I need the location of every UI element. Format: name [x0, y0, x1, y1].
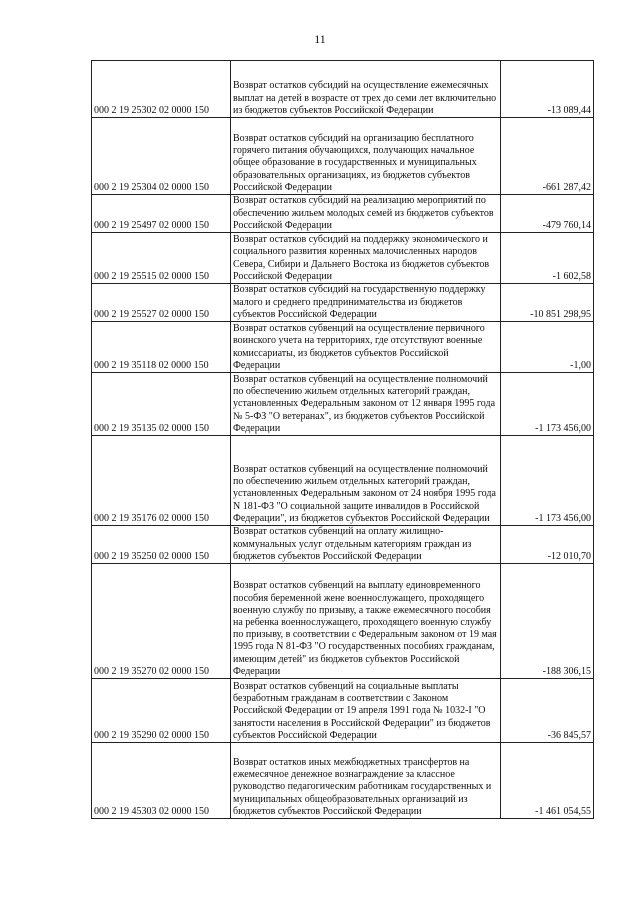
budget-code: 000 2 19 35290 02 0000 150 [92, 679, 231, 743]
budget-table [91, 60, 594, 819]
table-row [92, 436, 594, 526]
table-row [92, 284, 594, 322]
row-description [231, 526, 501, 564]
budget-code: 000 2 19 35250 02 0000 150 [92, 526, 231, 564]
budget-code: 000 2 19 25497 02 0000 150 [92, 195, 231, 233]
description-text: Возврат остатков субвенций на осуществление полномочий по обеспечению жильем отдельных категорий граждан, установленных Федеральным законом от 24 ноября 1995 года N 181-ФЗ "О социальной защите инвалидов в Российской Федерации", из бюджетов субъектов Российской Федерации [233, 463, 496, 524]
row-description [231, 118, 501, 195]
page-number: 11 [314, 32, 326, 46]
table-row [92, 195, 594, 233]
row-description [231, 233, 501, 284]
row-description [231, 743, 501, 819]
table-row [92, 679, 594, 743]
table-row [92, 526, 594, 564]
description-text: Возврат остатков субвенций на выплату единовременного пособия беременной жене военнослужащего, проходящего военную службу по призыву, а также ежемесячного пособия на ребенка военнослужащего, проходящего военную службу по призыву, в соответствии с Федеральным законом от 19 мая 1995 года N 81-ФЗ "О государственных пособиях гражданам, имеющим детей" из бюджетов субъектов Российской Федерации [233, 580, 497, 677]
amount-value: -1 602,58 [501, 233, 594, 284]
budget-code: 000 2 19 35135 02 0000 150 [92, 373, 231, 436]
description-text: Возврат остатков субвенций на осуществление полномочий по обеспечению жильем отдельных категорий граждан, установленных Федеральным законом от 12 января 1995 года № 5-ФЗ "О ветеранах", из бюджетов субъектов Российской Федерации [233, 373, 496, 434]
table-row [92, 233, 594, 284]
description-text: Возврат остатков субвенций на осуществление первичного воинского учета на территориях, где отсутствуют военные комиссариаты, из бюджетов субъектов Российской Федерации [233, 323, 485, 371]
amount-value: -36 845,57 [501, 679, 594, 743]
amount-value: -10 851 298,95 [501, 284, 594, 322]
budget-code: 000 2 19 35118 02 0000 150 [92, 322, 231, 373]
budget-code: 000 2 19 25515 02 0000 150 [92, 233, 231, 284]
description-text: Возврат остатков субсидий на осуществление ежемесячных выплат на детей в возрасте от трех до семи лет включительно из бюджетов субъектов Российской Федерации [233, 80, 497, 116]
description-text: Возврат остатков субсидий на поддержку экономического и социального развития коренных малочисленных народов Севера, Сибири и Дальнего Востока из бюджетов субъектов Российской Федерации [233, 234, 490, 282]
budget-code: 000 2 19 35270 02 0000 150 [92, 564, 231, 679]
row-description [231, 284, 501, 322]
table-row [92, 743, 594, 819]
amount-value: -1 173 456,00 [501, 373, 594, 436]
row-description [231, 322, 501, 373]
table-row [92, 322, 594, 373]
table-row [92, 564, 594, 679]
amount-value: -12 010,70 [501, 526, 594, 564]
budget-table-body [92, 61, 594, 819]
table-row [92, 373, 594, 436]
table-row [92, 118, 594, 195]
amount-value: -661 287,42 [501, 118, 594, 195]
budget-code: 000 2 19 25304 02 0000 150 [92, 118, 231, 195]
row-description [231, 436, 501, 526]
budget-code: 000 2 19 45303 02 0000 150 [92, 743, 231, 819]
description-text: Возврат остатков иных межбюджетных трансфертов на ежемесячное денежное вознаграждение за классное руководство педагогическим работникам государственных и муниципальных общеобразовательных организаций из бюджетов субъектов Российской Федерации [233, 756, 492, 817]
row-description [231, 564, 501, 679]
description-text: Возврат остатков субсидий на государственную поддержку малого и среднего предпринимательства из бюджетов субъектов Российской Федерации [233, 284, 486, 320]
row-description [231, 373, 501, 436]
description-text: Возврат остатков субсидий на реализацию мероприятий по обеспечению жильем молодых семей из бюджетов субъектов Российской Федерации [233, 195, 494, 231]
description-text: Возврат остатков субвенций на оплату жилищно-коммунальных услуг отдельным категориям граждан из бюджетов субъектов Российской Федерации [233, 526, 472, 562]
amount-value: -188 306,15 [501, 564, 594, 679]
budget-code: 000 2 19 25527 02 0000 150 [92, 284, 231, 322]
amount-value: -479 760,14 [501, 195, 594, 233]
amount-value: -13 089,44 [501, 61, 594, 118]
description-text: Возврат остатков субсидий на организацию бесплатного горячего питания обучающихся, получающих начальное общее образование в государственных и муниципальных образовательных организациях, из бюджетов субъектов Российской Федерации [233, 132, 477, 193]
row-description [231, 61, 501, 118]
budget-code: 000 2 19 35176 02 0000 150 [92, 436, 231, 526]
budget-code: 000 2 19 25302 02 0000 150 [92, 61, 231, 118]
amount-value: -1,00 [501, 322, 594, 373]
row-description [231, 679, 501, 743]
amount-value: -1 173 456,00 [501, 436, 594, 526]
table-row [92, 61, 594, 118]
row-description [231, 195, 501, 233]
description-text: Возврат остатков субвенций на социальные выплаты безработным гражданам в соответствии с Законом Российской Федерации от 19 апреля 1991 года № 1032-I "О занятости населения в Российской Федерации" из бюджетов субъектов Российской Федерации [233, 680, 491, 741]
amount-value: -1 461 054,55 [501, 743, 594, 819]
